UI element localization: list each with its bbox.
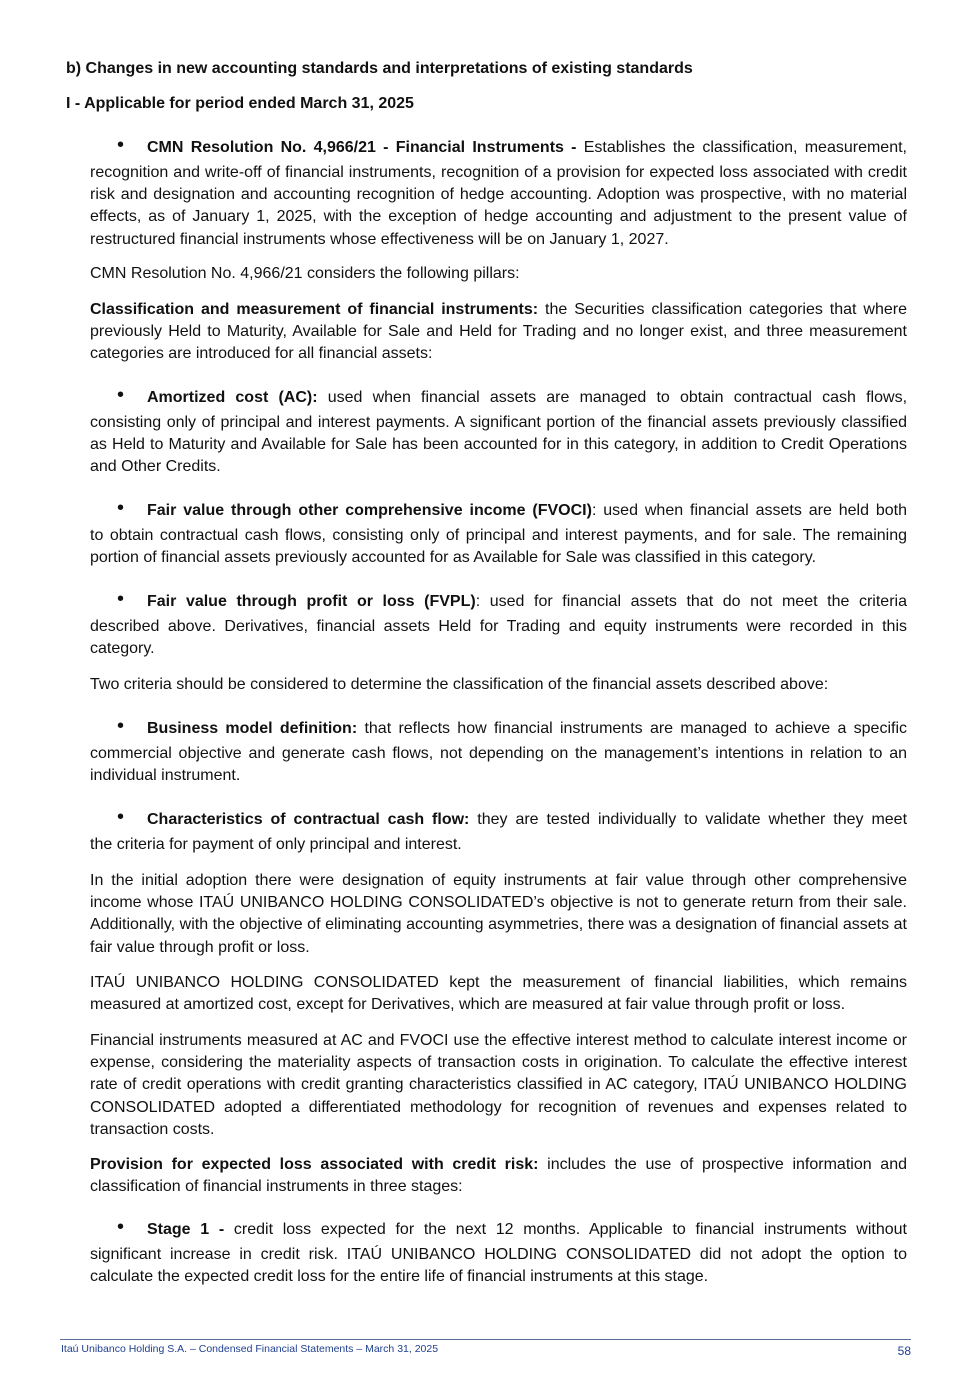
initial-adoption-paragraph: In the initial adoption there were designation of equity instruments at fair value through other comprehensive income whose ITAÚ UNIBANCO HOLDING CONSOLIDATED’s objective is not to generate return from their sale. Additionally, with the objective of eliminating accounting asymmetries, there was a designation of financial assets at fair value through profit or loss. — [90, 872, 907, 956]
bullet-title: Fair value through profit or loss (FVPL) — [147, 593, 476, 610]
bullet-icon: • — [117, 806, 125, 828]
bullet-title: CMN Resolution No. 4,966/21 - Financial Instruments - — [147, 139, 577, 156]
section-heading: b) Changes in new accounting standards and interpretations of existing standards — [66, 60, 693, 77]
paragraph-text: includes the use of prospective information and classification of financial instruments in three stages: — [90, 1156, 907, 1196]
bullet-text-first-line: : used for financial assets that do not meet the criteria — [475, 593, 907, 610]
bullet-text-first-line: : used when financial assets are held both — [591, 502, 908, 519]
paragraph-text: the Securities classification categories that where previously Held to Maturity, Available for Sale and Held for Trading and no longer exist, and three measurement categories are introduced for all financial assets: — [90, 301, 908, 363]
bullet-icon: • — [117, 134, 125, 156]
footer-divider — [60, 1339, 911, 1340]
bullet-text-first-line: they are tested individually to validate whether they meet — [469, 811, 908, 828]
bullet-text: recognition and write-off of financial instruments, recognition of a provision for expected loss associated with credit risk and designation and accounting recognition of hedge accounting. Adoption was prospective, with no material effects, as of January 1, 2025, with the exception of hedge accounting and adjustment to the present value of restructured financial instruments whose effectiveness will be on January 1, 2027. — [90, 164, 907, 248]
bullet-title: Characteristics of contractual cash flow: — [147, 811, 470, 828]
bullet-title: Stage 1 - — [147, 1221, 225, 1238]
fvoci-bullet — [90, 497, 907, 569]
financial-liabilities-paragraph: ITAÚ UNIBANCO HOLDING CONSOLIDATED kept the measurement of financial liabilities, which remains measured at amortized cost, except for Derivatives, which are measured at fair value through profit or loss. — [90, 974, 907, 1014]
bullet-text-first-line: that reflects how financial instruments are managed to achieve a specific — [357, 720, 907, 737]
provision-paragraph — [90, 1154, 907, 1198]
bullet-text: described above. Derivatives, financial assets Held for Trading and equity instruments were recorded in this category. — [90, 618, 907, 658]
bullet-text: consisting only of principal and interest payments. A significant portion of the financial assets previously classified as Held to Maturity and Available for Sale has been accounted for in this category, in addition to Credit Operations and Other Credits. — [90, 414, 907, 476]
classification-paragraph — [90, 299, 907, 366]
paragraph-lead: Classification and measurement of financial instruments: — [90, 301, 539, 318]
bullet-title: Fair value through other comprehensive income (FVOCI) — [147, 502, 592, 519]
bullet-title: Business model definition: — [147, 720, 358, 737]
bullet-icon: • — [117, 588, 125, 610]
subsection-heading: I - Applicable for period ended March 31, 2025 — [66, 95, 414, 112]
bullet-text-first-line: credit loss expected for the next 12 months. Applicable to financial instruments without — [224, 1221, 907, 1238]
bullet-text: significant increase in credit risk. ITAÚ UNIBANCO HOLDING CONSOLIDATED did not adopt the option to calculate the expected credit loss for the entire life of financial instruments at this stage. — [90, 1246, 907, 1286]
stage-1-bullet — [90, 1216, 907, 1288]
business-model-bullet — [90, 715, 907, 787]
bullet-icon: • — [117, 384, 125, 406]
criteria-intro-paragraph: Two criteria should be considered to determine the classification of the financial assets described above: — [90, 676, 829, 693]
bullet-icon: • — [117, 715, 125, 737]
bullet-title: Amortized cost (AC): — [147, 389, 318, 406]
amortized-cost-bullet — [90, 384, 907, 479]
effective-interest-paragraph: Financial instruments measured at AC and FVOCI use the effective interest method to calculate interest income or expense, considering the materiality aspects of transaction costs in origination. To calculate the effective interest rate of credit operations with credit granting characteristics classified in AC category, ITAÚ UNIBANCO HOLDING CONSOLIDATED adopted a differentiated methodology for recognition of revenues and expenses related to transaction costs. — [90, 1032, 907, 1138]
contractual-cash-flow-bullet — [90, 806, 907, 856]
bullet-text: commercial objective and generate cash flows, not depending on the management’s intentions in relation to an individual instrument. — [90, 745, 907, 785]
fvpl-bullet — [90, 588, 907, 660]
bullet-text-first-line: used when financial assets are managed to obtain contractual cash flows, — [317, 389, 908, 406]
bullet-text: the criteria for payment of only principal and interest. — [90, 836, 462, 853]
paragraph-lead: Provision for expected loss associated with credit risk: — [90, 1156, 539, 1173]
cmn-resolution-bullet — [90, 134, 907, 251]
pillars-intro-paragraph: CMN Resolution No. 4,966/21 considers the following pillars: — [90, 265, 520, 282]
bullet-icon: • — [117, 497, 125, 519]
bullet-text-first-line: Establishes the classification, measurement, — [576, 139, 907, 156]
bullet-icon: • — [117, 1216, 125, 1238]
footer-document-title: Itaú Unibanco Holding S.A. – Condensed Financial Statements – March 31, 2025 — [61, 1343, 439, 1355]
bullet-text: to obtain contractual cash flows, consisting only of principal and interest payments, and for sale. The remaining portion of financial assets previously accounted for as Available for Sale was classified in this category. — [90, 527, 907, 567]
page-number: 58 — [897, 1344, 911, 1358]
